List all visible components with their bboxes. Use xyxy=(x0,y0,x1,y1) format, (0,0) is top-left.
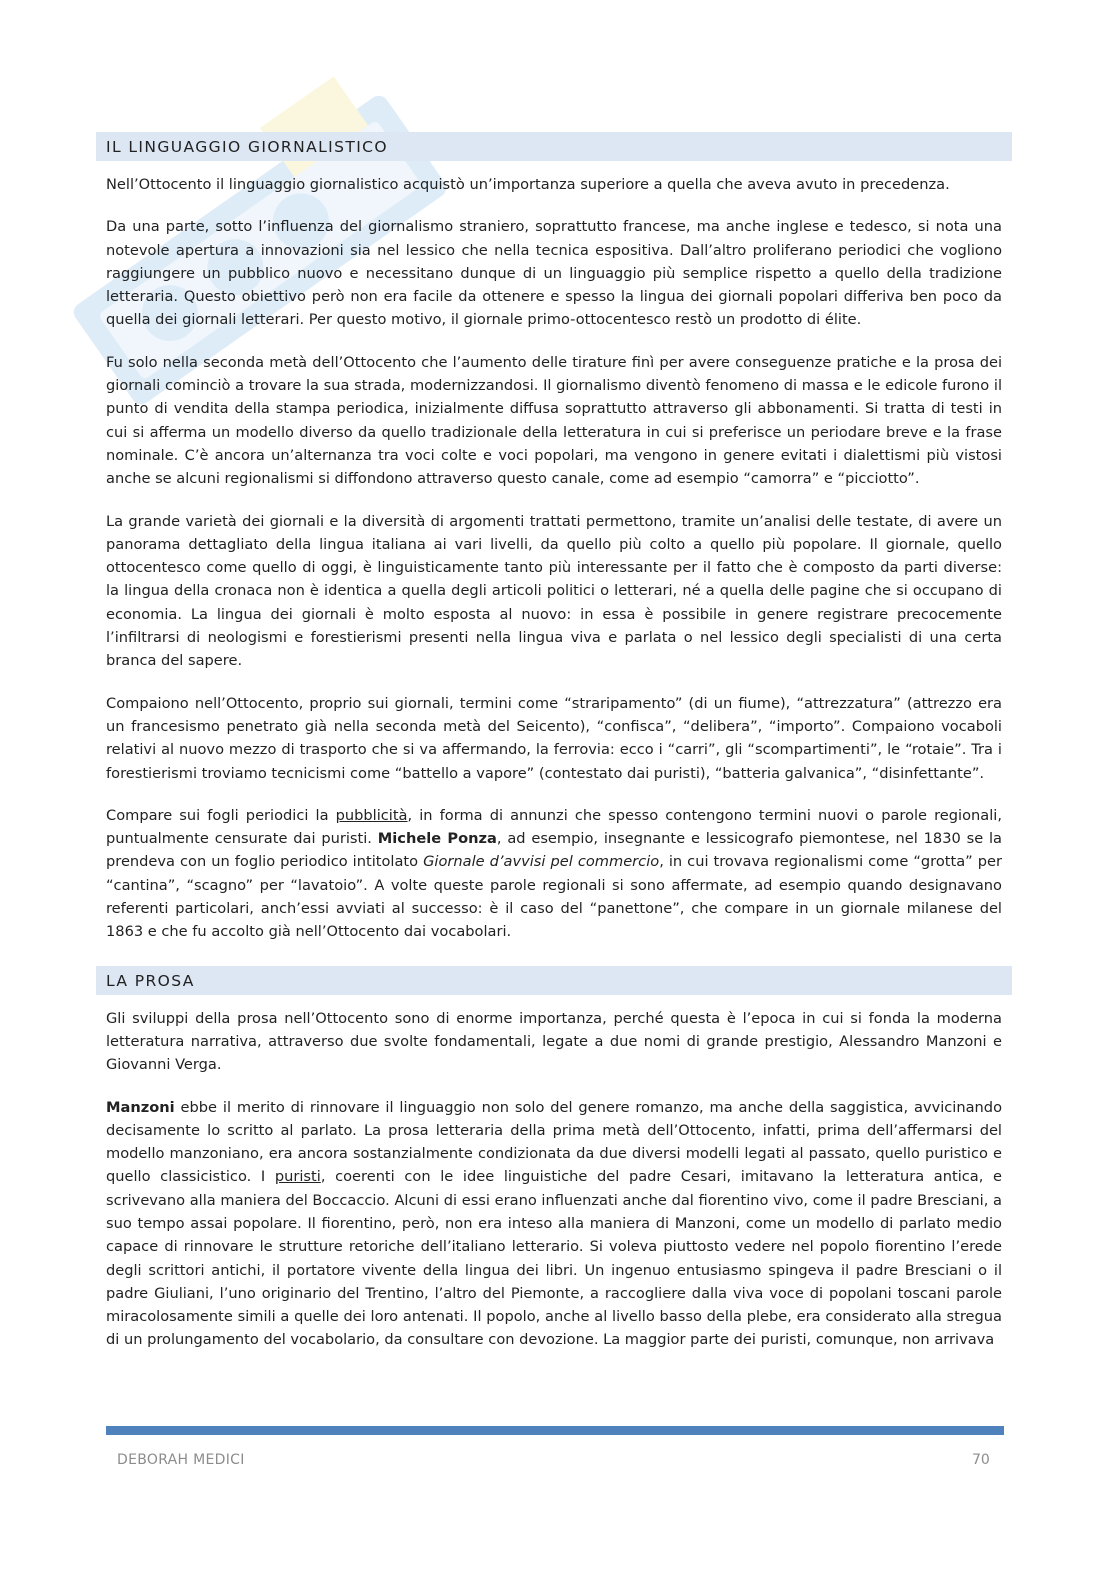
footer-author: DEBORAH MEDICI xyxy=(117,1452,245,1468)
paragraph: Da una parte, sotto l’influenza del giornalismo straniero, soprattutto francese, ma anche inglese e tedesco, si nota una notevole apertura a innovazioni sia nel lessico che nella tecnica espositiva. Dall’altro proliferano periodici che vogliono raggiungere un pubblico nuovo e necessitano dunque di un linguaggio più semplice rispetto a quello della tradizione letteraria. Questo obiettivo però non era facile da ottenere e spesso la lingua dei giornali popolari differiva ben poco da quella dei giornali letterari. Per questo motivo, il giornale primo-ottocentesco restò un prodotto di élite. xyxy=(106,218,1002,329)
page-number: 70 xyxy=(972,1452,990,1468)
text-run: ebbe il merito di rinnovare il linguaggio non solo del genere romanzo, ma anche della saggistica, avvicinando decisamente lo scritto al parlato. La prosa letteraria della prima metà dell’Ottocento, infatti, prima dell’affermarsi del modello manzoniano, era ancora sostanzialmente condizionata da due diversi modelli legati al passato, quello puristico e quello classicistico. I xyxy=(106,1098,1002,1186)
paragraph: Gli sviluppi della prosa nell’Ottocento sono di enorme importanza, perché questa è l’epoca in cui si fonda la moderna letteratura narrativa, attraverso due svolte fondamentali, legate a due nomi di grande prestigio, Alessandro Manzoni e Giovanni Verga. xyxy=(106,1009,1002,1074)
footer-bar xyxy=(106,1426,1004,1435)
paragraph: Nell’Ottocento il linguaggio giornalistico acquistò un’importanza superiore a quella che aveva avuto in precedenza. xyxy=(106,176,950,193)
text-run: , in cui trovava regionalismi come “grotta” per “cantina”, “scagno” per “lavatoio”. A volte queste parole regionali si sono affermate, ad esempio quando designavano referenti particolari, anch’essi avviati al successo: è il caso del “panettone”, che compare in un giornale milanese del 1863 e che fu accolto già nell’Ottocento dai vocabolari. xyxy=(106,853,1002,941)
bold-name: Manzoni xyxy=(106,1098,175,1116)
paragraph: Compaiono nell’Ottocento, proprio sui giornali, termini come “straripamento” (di un fiume), “attrezzatura” (attrezzo era un francesismo penetrato già nella seconda metà del Seicento), “confisca”, “delibera”, “importo”. Compaiono vocaboli relativi al nuovo mezzo di trasporto che si va affermando, la ferrovia: ecco i “carri”, gli “scompartimenti”, le “rotaie”. Tra i forestierismi troviamo tecnicismi come “battello a vapore” (contestato dai puristi), “batteria galvanica”, “disinfettante”. xyxy=(106,694,1002,782)
link-puristi[interactable]: puristi xyxy=(274,1168,321,1186)
text-run: Compare sui fogli periodici la xyxy=(106,806,336,824)
text-run: , ad esempio, insegnante e lessicografo piemontese, nel 1830 se la prendeva con un foglio periodico intitolato xyxy=(106,830,1002,871)
paragraph: La grande varietà dei giornali e la diversità di argomenti trattati permettono, tramite un’analisi delle testate, di avere un panorama dettagliato della lingua italiana ai vari livelli, da quello più colto a quello più popolare. Il giornale, quello ottocentesco come quello di oggi, è linguisticamente tanto più interessante per il fatto che è composto da parti diverse: la lingua della cronaca non è identica a quella degli articoli politici o letterari, né a quella delle pagine che si occupano di economia. La lingua dei giornali è molto esposta al nuovo: in essa è possibile in genere registrare precocemente l’infiltrarsi di neologismi e forestierismi presenti nella lingua viva e parlata o nel lessico degli specialisti di una certa branca del sapere. xyxy=(106,512,1002,670)
text-run: , coerenti con le idee linguistiche del padre Cesari, imitavano la letteratura antica, e scrivevano alla maniera del Boccaccio. Alcuni di essi erano influenzati anche dal fiorentino vivo, come il padre Bresciani, a suo tempo assai popolare. Il fiorentino, però, non era inteso alla maniera di Manzoni, come un modello di parlato medio capace di rinnovare le strutture retoriche dell’italiano letterario. Si voleva piuttosto vedere nel popolo fiorentino l’erede degli scrittori antichi, il portatore vivente della lingua dei libri. Un ingenuo entusiasmo spingeva il padre Bresciani o il padre Giuliani, l’uno originario del Trentino, l’altro del Piemonte, a raccogliere dalla viva voce di popolani toscani parole miracolosamente simili a quelle dei loro antenati. Il popolo, anche al livello basso della plebe, era considerato alla stregua di un prolungamento del vocabolario, da consultare con devozione. La maggior parte dei puristi, comunque, non arrivava xyxy=(106,1168,1002,1349)
paragraph: Fu solo nella seconda metà dell’Ottocento che l’aumento delle tirature finì per avere conseguenze pratiche e la prosa dei giornali cominciò a trovare la sua strada, modernizzandosi. Il giornalismo diventò fenomeno di massa e le edicole furono il punto di vendita della stampa periodica, inizialmente diffusa soprattutto attraverso gli abbonamenti. Si tratta di testi in cui si afferma un modello diverso da quello tradizionale della letteratura in cui si preferisce un periodare breve e la frase nominale. C’è ancora un’alternanza tra voci colte e voci popolari, ma vengono in genere evitati i dialettismi più vistosi anche se alcuni regionalismi si diffondono attraverso questo canale, come ad esempio “camorra” e “picciotto”. xyxy=(106,353,1002,488)
link-pubblicita[interactable]: pubblicità xyxy=(335,806,408,824)
text-run: , in forma di annunzi che spesso contengono termini nuovi o parole regionali, puntualmente censurate dai puristi. xyxy=(106,806,1002,848)
section-heading-prosa: LA PROSA xyxy=(96,966,1012,995)
section-heading-giornalistico: IL LINGUAGGIO GIORNALISTICO xyxy=(96,132,1012,161)
page-content xyxy=(96,132,1012,1371)
bold-name: Michele Ponza xyxy=(377,830,497,848)
paragraph xyxy=(96,1096,1012,1352)
paragraph xyxy=(96,804,1012,944)
italic-title: Giornale d’avvisi pel commercio xyxy=(423,853,660,871)
